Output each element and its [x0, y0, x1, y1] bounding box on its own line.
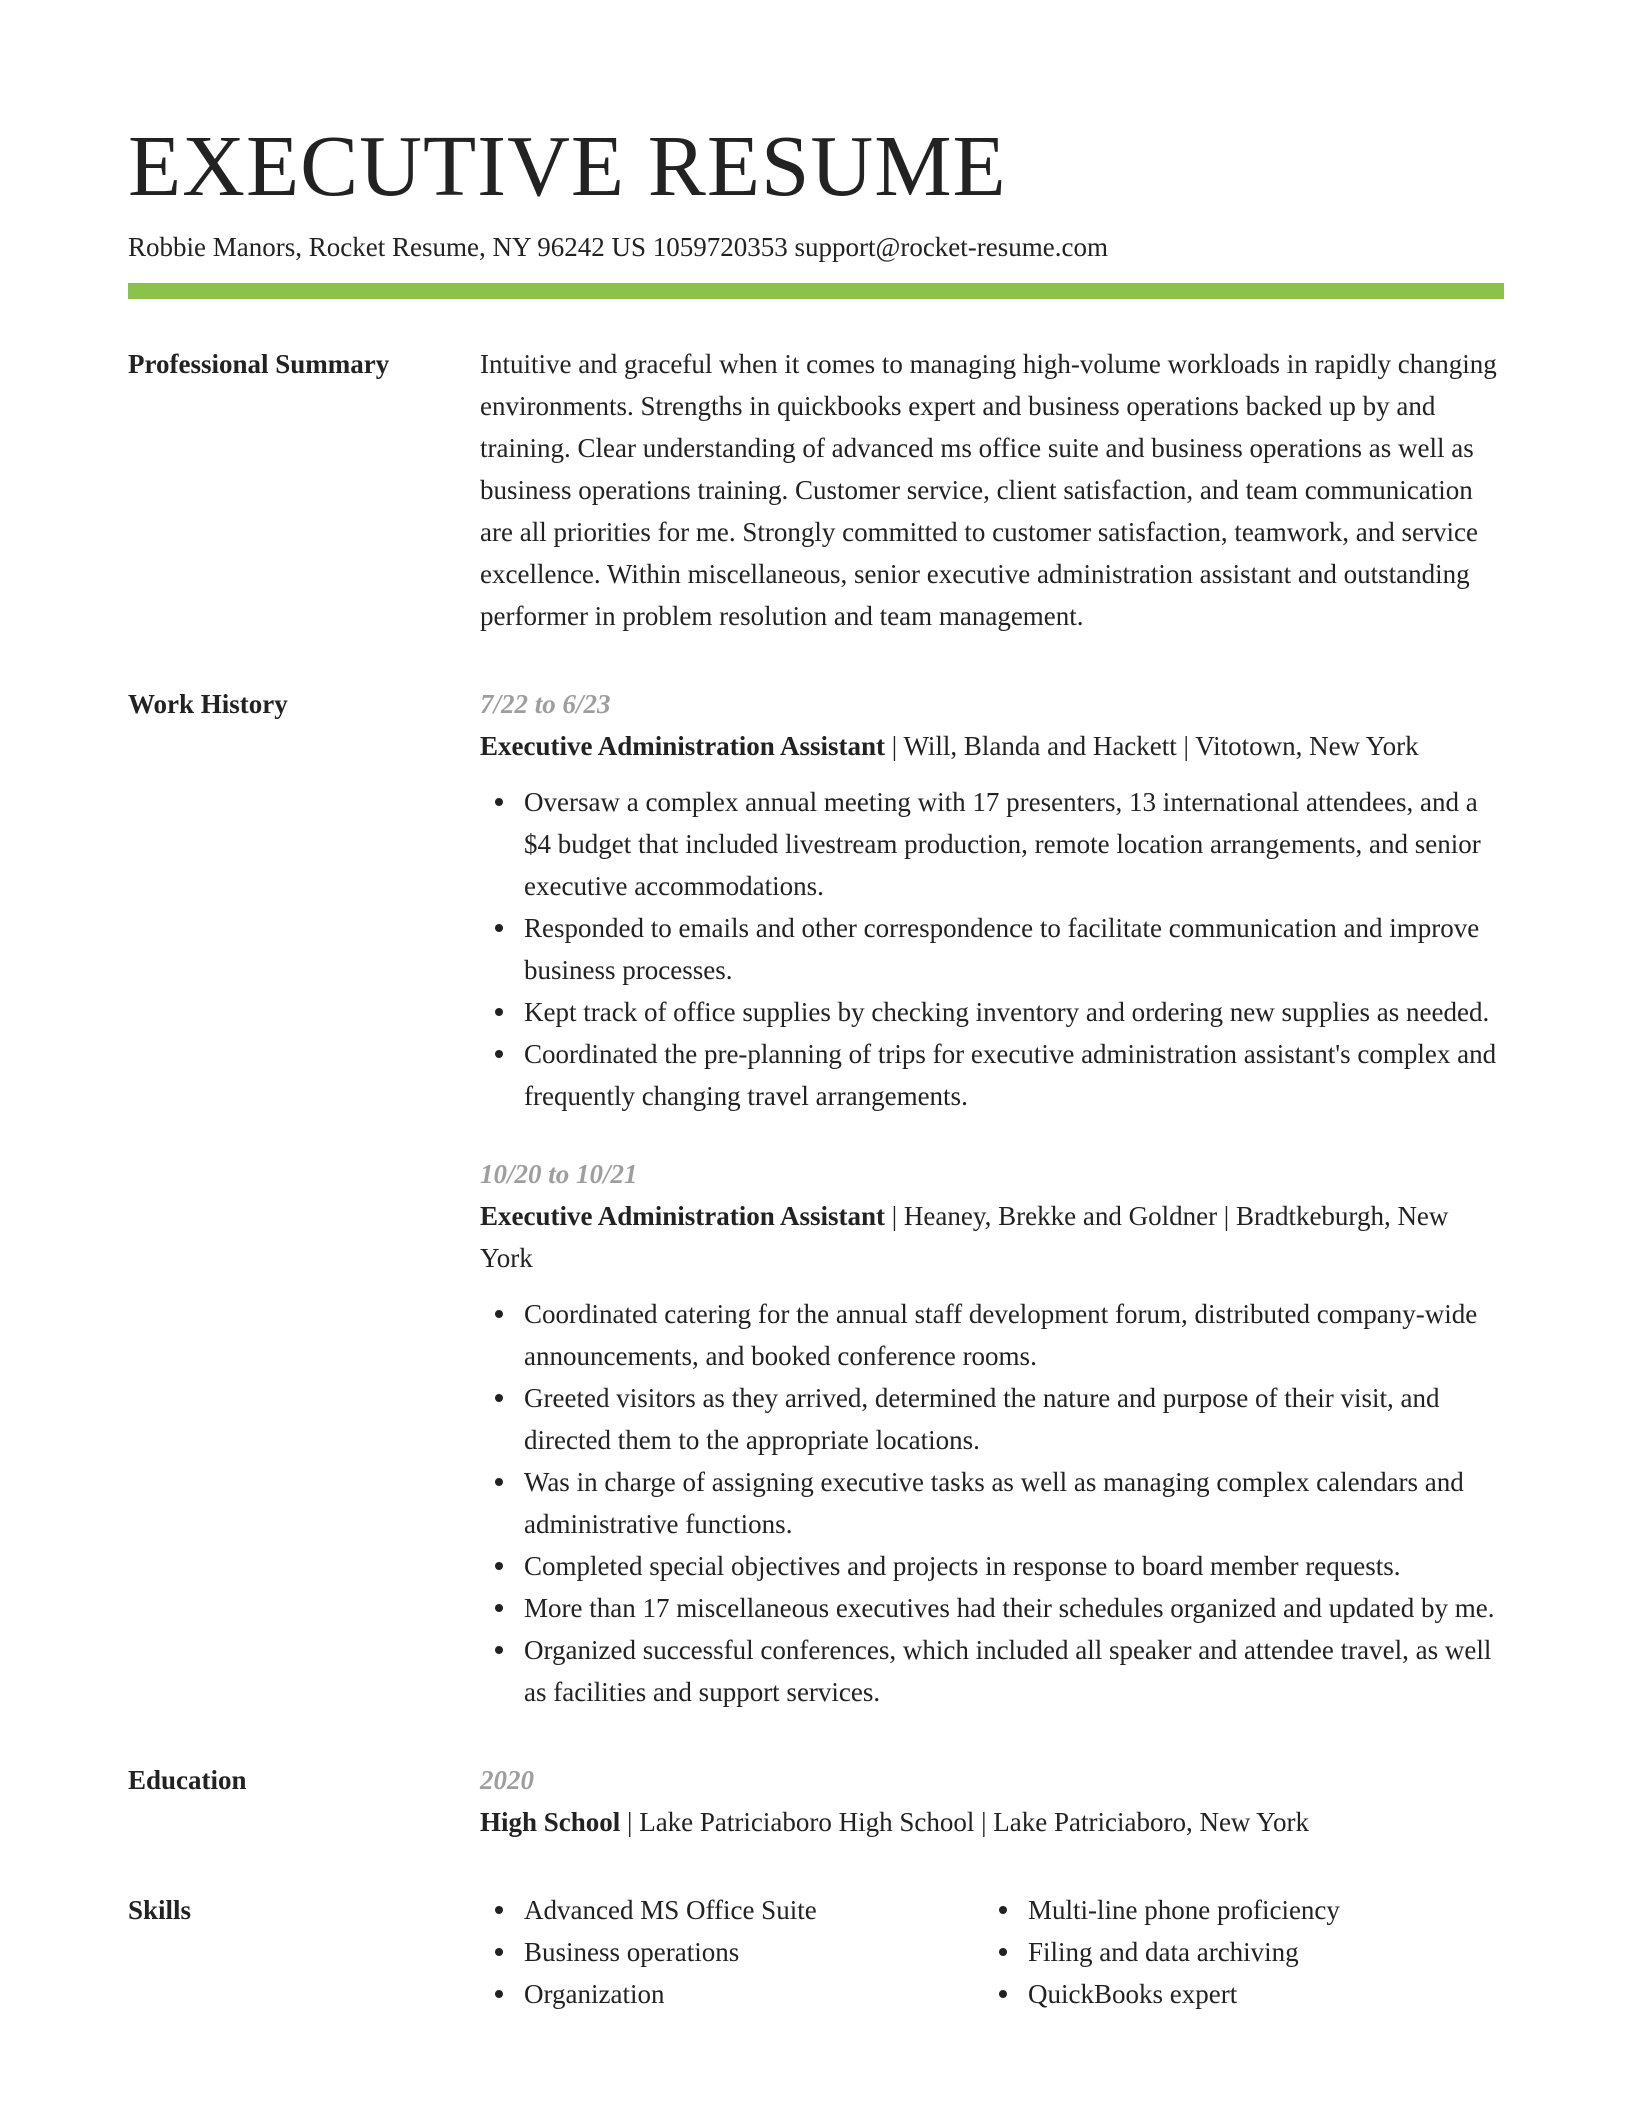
- job-details: | Heaney, Brekke and Goldner | Bradtkeburgh, New York: [480, 1201, 1449, 1274]
- skills-section: [128, 1895, 1504, 2015]
- resume-title: EXECUTIVE RESUME: [128, 117, 1007, 214]
- education-degree: High School: [480, 1807, 621, 1838]
- contact-phone: 1059720353: [652, 232, 788, 262]
- skills-list-right: [984, 1889, 1448, 2015]
- job-bullet: Organized successful conferences, which included all speaker and attendee travel, as well as facilities and support services.: [524, 1629, 1504, 1713]
- work-body: [480, 683, 1504, 1713]
- accent-divider: [128, 283, 1504, 299]
- job-heading: [480, 1195, 1504, 1279]
- skills-columns: [480, 1889, 1504, 2015]
- summary-heading: Professional Summary: [128, 349, 390, 380]
- skill-item: Advanced MS Office Suite: [524, 1889, 984, 1931]
- job-bullet: Oversaw a complex annual meeting with 17 presenters, 13 international attendees, and a $4 budget that included livestream production, remote location arrangements, and senior executive accommodations.: [524, 781, 1504, 907]
- skill-item: Organization: [524, 1973, 984, 2015]
- job-details: | Will, Blanda and Hackett | Vitotown, New York: [885, 731, 1419, 762]
- job-title: Executive Administration Assistant: [480, 731, 886, 762]
- job-entry: [480, 683, 1504, 1117]
- job-bullet: Coordinated the pre-planning of trips for executive administration assistant's complex and frequently changing travel arrangements.: [524, 1033, 1504, 1117]
- job-bullet: Greeted visitors as they arrived, determined the nature and purpose of their visit, and directed them to the appropriate locations.: [524, 1377, 1504, 1461]
- job-dates: 10/20 to 10/21: [480, 1159, 638, 1190]
- job-bullet: Responded to emails and other correspondence to facilitate communication and improve business processes.: [524, 907, 1504, 991]
- education-details: | Lake Patriciaboro High School | Lake Patriciaboro, New York: [620, 1807, 1309, 1838]
- contact-line: [128, 231, 1504, 263]
- education-section: [128, 1765, 1504, 1843]
- job-bullets: [480, 781, 1504, 1117]
- skill-item: Multi-line phone proficiency: [1028, 1889, 1448, 1931]
- job-bullet: Kept track of office supplies by checking inventory and ordering new supplies as needed.: [524, 991, 1504, 1033]
- education-heading: Education: [128, 1765, 247, 1796]
- job-dates: 7/22 to 6/23: [480, 689, 611, 720]
- job-bullets: [480, 1293, 1504, 1713]
- contact-company: Rocket Resume,: [308, 232, 486, 262]
- skill-item: Filing and data archiving: [1028, 1931, 1448, 1973]
- summary-body: [480, 343, 1504, 637]
- skills-list-left: [480, 1889, 984, 2015]
- job-bullet: More than 17 miscellaneous executives had their schedules organized and updated by me.: [524, 1587, 1504, 1629]
- skills-heading: Skills: [128, 1895, 192, 1926]
- job-bullet: Coordinated catering for the annual staff development forum, distributed company-wide announcements, and booked conference rooms.: [524, 1293, 1504, 1377]
- job-bullet: Completed special objectives and projects in response to board member requests.: [524, 1545, 1504, 1587]
- contact-email: support@rocket-resume.com: [794, 232, 1108, 262]
- work-section: [128, 689, 1504, 1713]
- contact-location: NY 96242 US: [492, 232, 646, 262]
- skill-item: QuickBooks expert: [1028, 1973, 1448, 2015]
- job-heading: [480, 725, 1504, 767]
- job-bullet: Was in charge of assigning executive tasks as well as managing complex calendars and administrative functions.: [524, 1461, 1504, 1545]
- summary-section: [128, 349, 1504, 637]
- job-title: Executive Administration Assistant: [480, 1201, 886, 1232]
- summary-text: Intuitive and graceful when it comes to managing high-volume workloads in rapidly changing environments. Strengths in quickbooks expert and business operations backed up by and training. Clear understanding of advanced ms office suite and business operations as well as business operations training. Customer service, client satisfaction, and team communication are all priorities for me. Strongly committed to customer satisfaction, teamwork, and service excellence. Within miscellaneous, senior executive administration assistant and outstanding performer in problem resolution and team management.: [480, 349, 1497, 632]
- contact-name: Robbie Manors,: [128, 232, 302, 262]
- skill-item: Business operations: [524, 1931, 984, 1973]
- education-entry: [480, 1801, 1504, 1843]
- work-heading: Work History: [128, 689, 288, 720]
- skills-body: [480, 1889, 1504, 2015]
- education-year: 2020: [480, 1765, 534, 1796]
- job-entry: [480, 1153, 1504, 1713]
- education-body: [480, 1759, 1504, 1843]
